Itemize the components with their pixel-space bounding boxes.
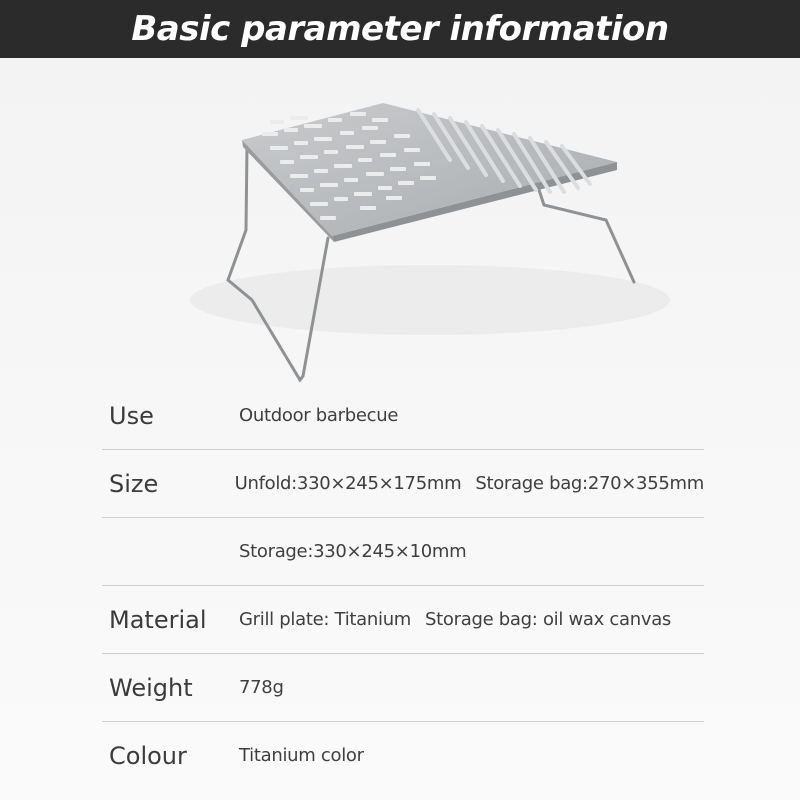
spec-row-storage xyxy=(102,518,704,586)
spec-row-size xyxy=(102,450,704,518)
spec-label: Colour xyxy=(109,741,187,770)
spec-label: Use xyxy=(109,401,154,430)
spec-values xyxy=(239,609,671,630)
spec-values xyxy=(239,677,284,698)
header-banner xyxy=(0,0,800,58)
spec-value: Titanium color xyxy=(239,745,364,766)
spec-value: Storage:330×245×10mm xyxy=(239,541,467,562)
spec-value: Storage bag:270×355mm xyxy=(475,473,704,494)
spec-value: Outdoor barbecue xyxy=(239,405,399,426)
spec-values xyxy=(239,405,398,426)
spec-values xyxy=(235,473,704,494)
spec-row-colour xyxy=(102,722,704,789)
page-title: Basic parameter information xyxy=(131,9,669,49)
spec-row-use xyxy=(102,382,704,450)
spec-label: Weight xyxy=(109,673,193,702)
spec-row-weight xyxy=(102,654,704,722)
spec-value: Storage bag: oil wax canvas xyxy=(425,609,672,630)
product-image xyxy=(0,58,800,398)
spec-value: Grill plate: Titanium xyxy=(239,609,412,630)
spec-values xyxy=(239,541,466,562)
spec-value: 778g xyxy=(239,677,284,698)
spec-label: Size xyxy=(109,469,159,498)
spec-label: Material xyxy=(109,605,207,634)
spec-table xyxy=(102,382,704,789)
spec-row-material xyxy=(102,586,704,654)
spec-values xyxy=(239,745,364,766)
spec-value: Unfold:330×245×175mm xyxy=(234,473,462,494)
